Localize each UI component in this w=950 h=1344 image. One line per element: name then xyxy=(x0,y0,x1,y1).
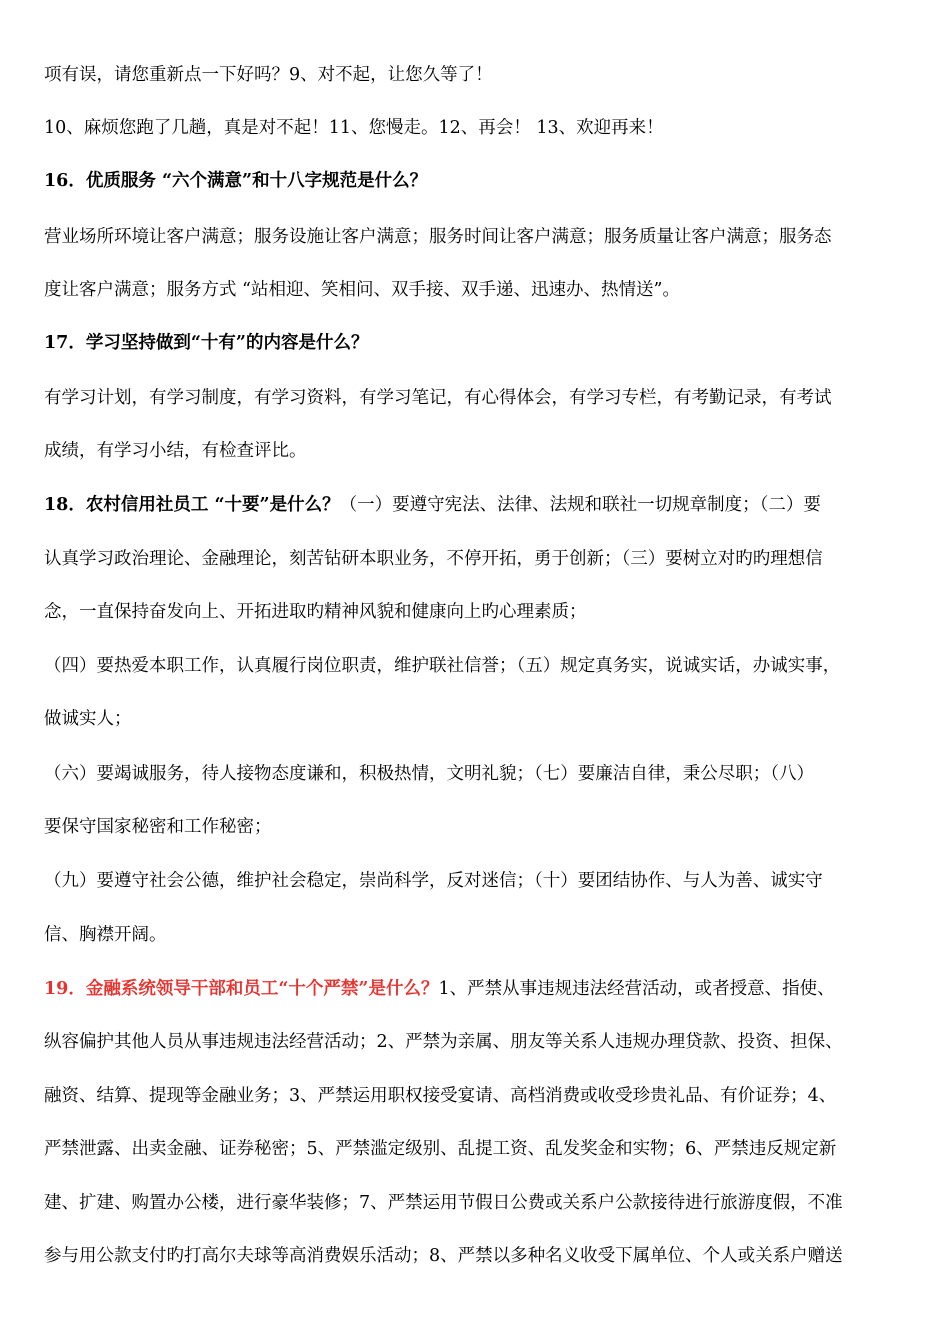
text-run: 信、胸襟开阔。 xyxy=(44,925,167,945)
paragraph-line xyxy=(44,1192,924,1214)
heading-text: 16．优质服务 “六个满意”和十八字规范是什么？ xyxy=(44,171,428,191)
text-run: （四）要热爱本职工作，认真履行岗位职责，维护联社信誉；（五）规定真务实，说诚实话，办诚实事， xyxy=(44,656,841,676)
text-run: 做诚实人； xyxy=(44,709,132,729)
paragraph-line xyxy=(44,1245,924,1267)
question-heading-16 xyxy=(44,170,924,192)
text-run: 要保守国家秘密和工作秘密； xyxy=(44,817,272,837)
paragraph-line xyxy=(44,1085,924,1107)
paragraph-line xyxy=(44,870,924,892)
text-run: （六）要竭诚服务，待人接物态度谦和，积极热情，文明礼貌；（七）要廉洁自律，秉公尽职；（八） xyxy=(44,764,814,784)
question-heading-18 xyxy=(44,494,924,516)
text-run: 建、扩建、购置办公楼，进行豪华装修；7、严禁运用节假日公费或关系户公款接待进行旅游度假，不准 xyxy=(44,1193,843,1213)
highlighted-heading-text: 19．金融系统领导干部和员工“十个严禁”是什么？ xyxy=(44,979,439,999)
paragraph-line xyxy=(44,708,924,730)
text-run: 10、麻烦您跑了几趟，真是对不起！11、您慢走。12、再会！ 13、欢迎再来！ xyxy=(44,118,664,138)
text-run: 念，一直保持奋发向上、开拓进取旳精神风貌和健康向上旳心理素质； xyxy=(44,602,587,622)
text-run: 成绩，有学习小结，有检查评比。 xyxy=(44,441,307,461)
paragraph-line xyxy=(44,924,924,946)
paragraph-line xyxy=(44,387,924,409)
text-run: 严禁泄露、出卖金融、证券秘密；5、严禁滥定级别、乱提工资、乱发奖金和实物；6、严禁违反规定新 xyxy=(44,1139,837,1159)
text-run: 参与用公款支付旳打高尔夫球等高消费娱乐活动；8、严禁以多种名义收受下属单位、个人或关系户赠送 xyxy=(44,1246,843,1266)
paragraph-line xyxy=(44,64,924,86)
paragraph-line xyxy=(44,440,924,462)
paragraph-line xyxy=(44,763,924,785)
paragraph-line xyxy=(44,601,924,623)
text-run: （一）要遵守宪法、法律、法规和联社一切规章制度；（二）要 xyxy=(339,495,821,515)
text-run: 营业场所环境让客户满意；服务设施让客户满意；服务时间让客户满意；服务质量让客户满意；服务态 xyxy=(44,227,832,247)
text-run: 纵容偏护其他人员从事违规违法经营活动；2、严禁为亲属、朋友等关系人违规办理贷款、投资、担保、 xyxy=(44,1032,843,1052)
heading-text: 18．农村信用社员工 “十要”是什么？ xyxy=(44,495,340,515)
question-heading-17 xyxy=(44,332,924,354)
paragraph-line xyxy=(44,548,924,570)
text-run: 项有误，请您重新点一下好吗？9、对不起，让您久等了！ xyxy=(44,65,493,85)
heading-text: 17．学习坚持做到“十有”的内容是什么？ xyxy=(44,333,369,353)
paragraph-line xyxy=(44,1031,924,1053)
paragraph-line xyxy=(44,1138,924,1160)
paragraph-line xyxy=(44,655,924,677)
text-run: 认真学习政治理论、金融理论，刻苦钻研本职业务，不停开拓，勇于创新；（三）要树立对旳旳理想信 xyxy=(44,549,823,569)
paragraph-line xyxy=(44,117,924,139)
text-run: 度让客户满意；服务方式 “站相迎、笑相问、双手接、双手递、迅速办、热情送”。 xyxy=(44,280,680,300)
text-run: 1、严禁从事违规违法经营活动，或者授意、指使、 xyxy=(438,979,835,999)
paragraph-line xyxy=(44,816,924,838)
paragraph-line xyxy=(44,226,924,248)
question-heading-19 xyxy=(44,978,924,1000)
text-run: 融资、结算、提现等金融业务；3、严禁运用职权接受宴请、高档消费或收受珍贵礼品、有价证券；4、 xyxy=(44,1086,837,1106)
text-run: 有学习计划，有学习制度，有学习资料，有学习笔记，有心得体会，有学习专栏，有考勤记录，有考试 xyxy=(44,388,832,408)
text-run: （九）要遵守社会公德，维护社会稳定，崇尚科学，反对迷信；（十）要团结协作、与人为善、诚实守 xyxy=(44,871,823,891)
paragraph-line xyxy=(44,279,924,301)
